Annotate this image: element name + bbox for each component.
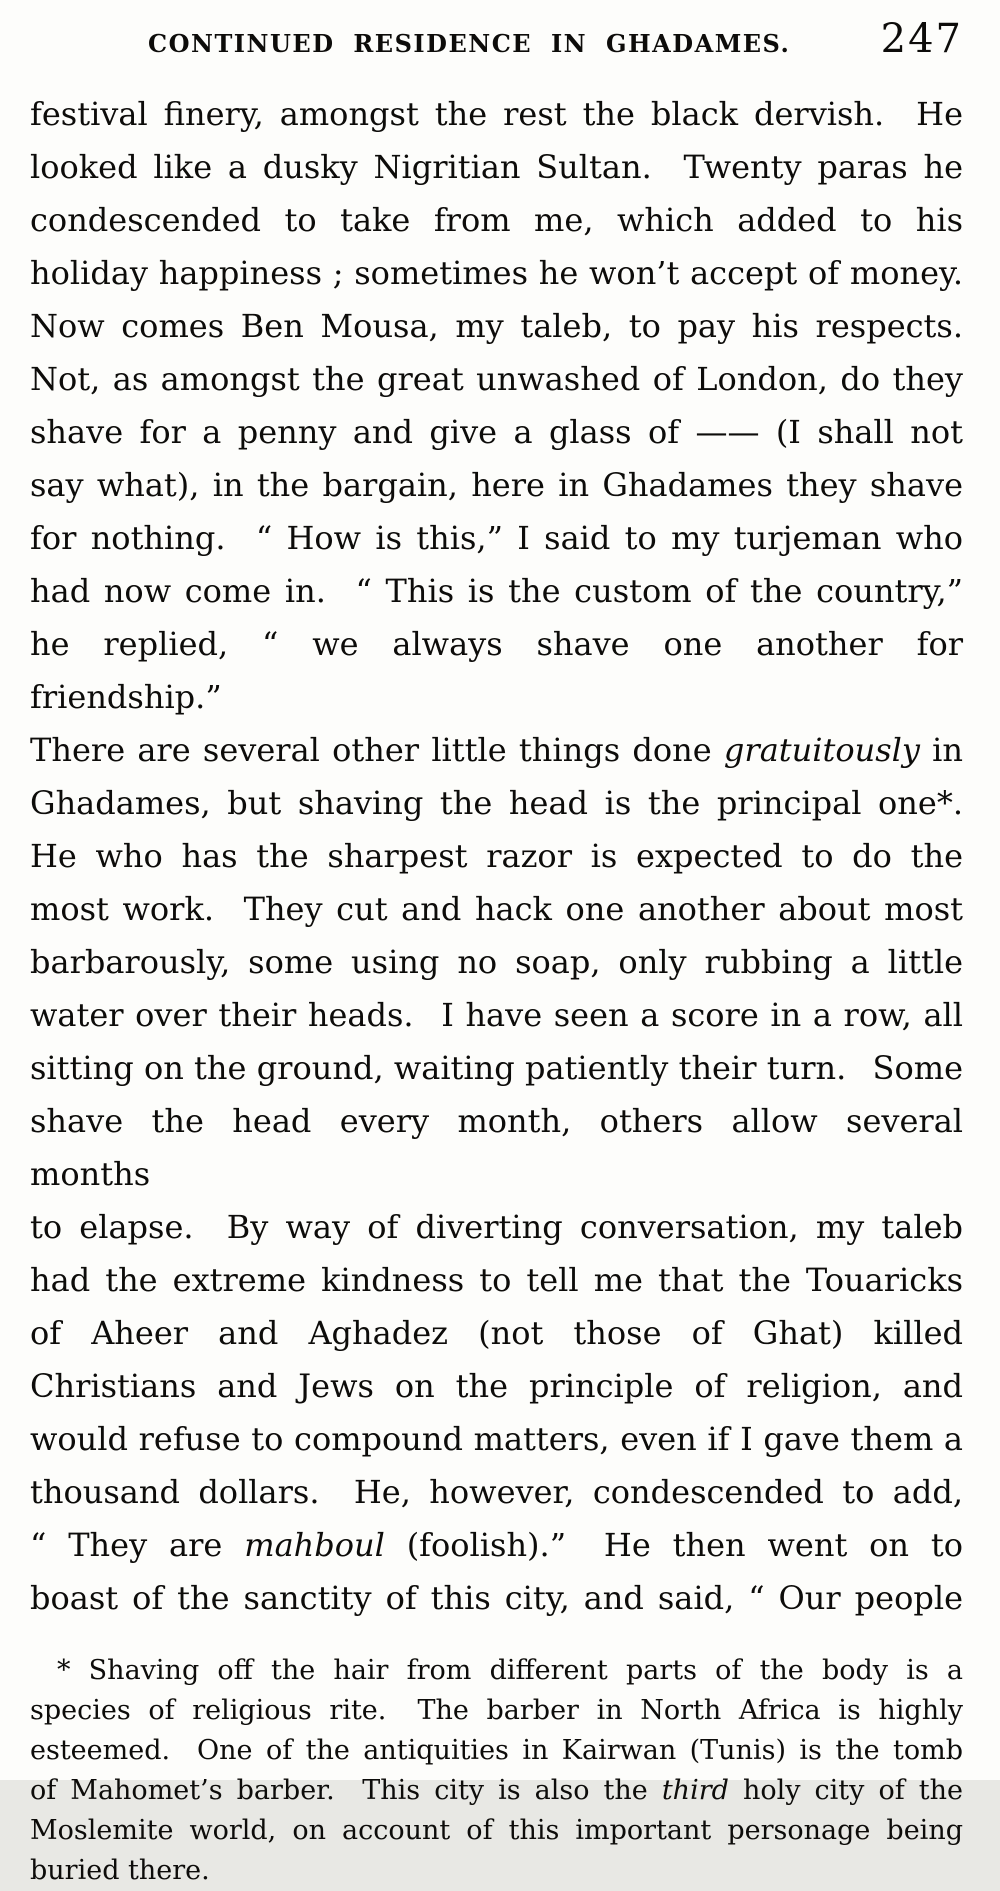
footnote-section (30, 1651, 963, 1891)
text-line: water over their heads. I have seen a score in a row, all (30, 996, 963, 1034)
text-line: sitting on the ground, waiting patiently their turn. Some (30, 1049, 963, 1087)
text-line: “ They are mahboul (foolish).” He then went on to (30, 1526, 964, 1564)
text-line: would refuse to compound matters, even if I gave them a (30, 1420, 963, 1458)
text-line: Not, as amongst the great unwashed of London, do they (30, 360, 963, 398)
text-line: buried there. (30, 1855, 210, 1886)
running-title: CONTINUED RESIDENCE IN GHADAMES. (148, 29, 791, 58)
text-line: shave for a penny and give a glass of —— (I shall not (30, 413, 963, 451)
text-line: species of religious rite. The barber in North Africa is highly (30, 1695, 963, 1726)
text-line: of Aheer and Aghadez (not those of Ghat) killed (30, 1314, 963, 1352)
text-line: thousand dollars. He, however, condescended to add, (30, 1473, 963, 1511)
text-line: he replied, “ we always shave one another for friendship.” (30, 625, 963, 716)
text-line: esteemed. One of the antiquities in Kairwan (Tunis) is the tomb (30, 1735, 963, 1766)
text-line: Now comes Ben Mousa, my taleb, to pay his respects. (30, 307, 963, 345)
text-line: There are several other little things done gratuitously in (30, 731, 964, 769)
text-line: barbarously, some using no soap, only rubbing a little (30, 943, 963, 981)
text-line: holiday happiness ; sometimes he won’t accept of money. (30, 254, 963, 292)
text-line: most work. They cut and hack one another about most (30, 890, 963, 928)
text-line: shave the head every month, others allow several months (30, 1102, 963, 1193)
text-line: to elapse. By way of diverting conversation, my taleb (30, 1208, 963, 1246)
text-line: Moslemite world, on account of this important personage being (30, 1815, 963, 1846)
text-line: for nothing. “ How is this,” I said to my turjeman who (30, 519, 963, 557)
text-line: boast of the sanctity of this city, and said, “ Our people (30, 1579, 963, 1617)
text-line: festival finery, amongst the rest the black dervish. He (30, 95, 963, 133)
text-line: say what), in the bargain, here in Ghadames they shave (30, 466, 963, 504)
text-line: had now come in. “ This is the custom of the country,” (30, 572, 963, 610)
text-line: of Mahomet’s barber. This city is also the third holy city of the (30, 1775, 963, 1806)
body-text (30, 88, 963, 1625)
text-line: Ghadames, but shaving the head is the principal one*. (30, 784, 963, 822)
text-line: had the extreme kindness to tell me that the Touaricks (30, 1261, 963, 1299)
text-line: He who has the sharpest razor is expected to do the (30, 837, 963, 875)
running-header (30, 0, 963, 64)
text-line: condescended to take from me, which added to his (30, 201, 963, 239)
text-line: looked like a dusky Nigritian Sultan. Twenty paras he (30, 148, 963, 186)
text-line: Christians and Jews on the principle of religion, and (30, 1367, 963, 1405)
text-line: * Shaving off the hair from different parts of the body is a (57, 1655, 963, 1686)
page-number: 247 (880, 16, 963, 62)
